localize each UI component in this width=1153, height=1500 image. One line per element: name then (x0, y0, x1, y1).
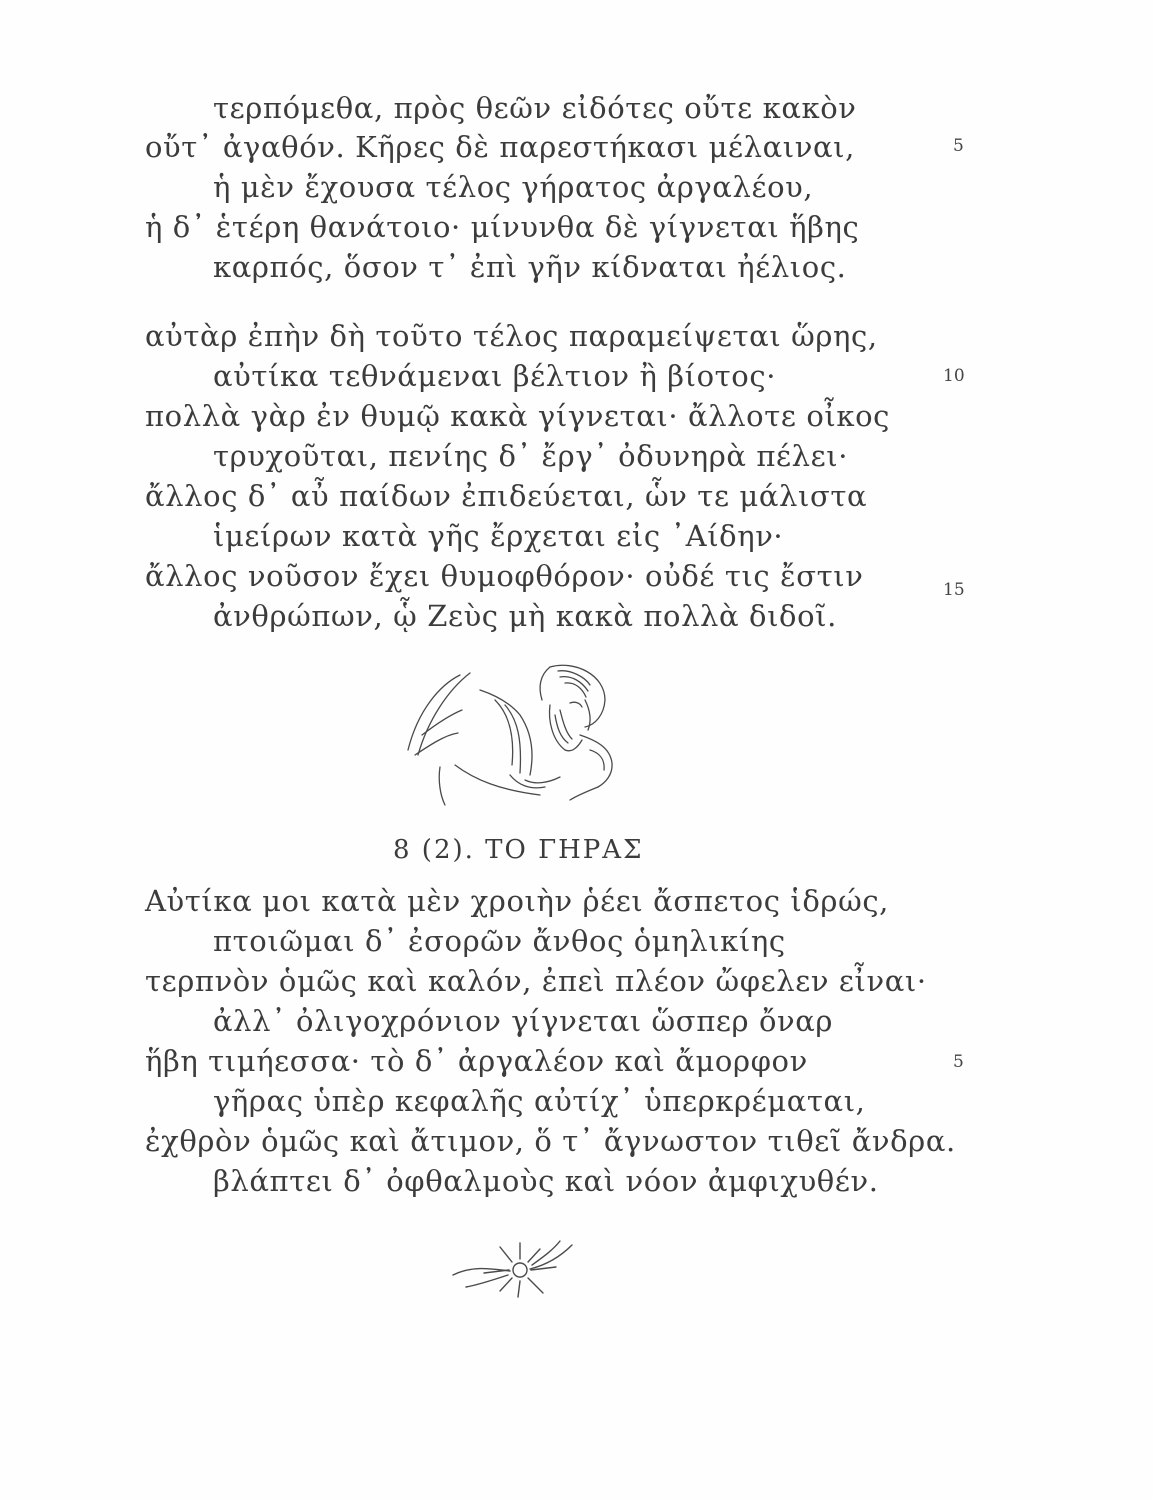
verse-line: βλάπτει δ᾽ ὀφθαλμοὺς καὶ νόον ἀμφιχυθέν. (213, 1164, 879, 1198)
verse-line: ἱμείρων κατὰ γῆς ἔρχεται εἰς ᾿Αίδην· (213, 519, 784, 553)
verse-line: ἄλλος νοῦσον ἔχει θυμοφθόρον· οὐδέ τις ἔστιν (145, 559, 864, 593)
verse-line: τρυχοῦται, πενίης δ᾽ ἔργ᾽ ὀδυνηρὰ πέλει· (213, 439, 849, 473)
verse-line: καρπός, ὅσον τ᾽ ἐπὶ γῆν κίδναται ἠέλιος. (213, 250, 847, 284)
line-number: 15 (943, 580, 965, 600)
verse-line: οὔτ᾽ ἀγαθόν. Κῆρες δὲ παρεστήκασι μέλαιναι, (145, 130, 855, 164)
seated-old-man-drawing-icon (400, 655, 620, 815)
verse-line: αὐτίκα τεθνάμεναι βέλτιον ἢ βίοτος· (213, 359, 777, 393)
verse-line: τερπόμεθα, πρὸς θεῶν εἰδότες οὔτε κακὸν (213, 91, 857, 125)
verse-line: ἡ μὲν ἔχουσα τέλος γήρατος ἀργαλέου, (213, 170, 814, 204)
line-number: 5 (953, 136, 964, 156)
verse-line: πτοιῶμαι δ᾽ ἐσορῶν ἄνθος ὁμηλικίης (213, 924, 786, 958)
verse-line: πολλὰ γὰρ ἐν θυμῷ κακὰ γίγνεται· ἄλλοτε οἶκος (145, 399, 890, 433)
line-number: 5 (953, 1052, 964, 1072)
verse-line: ἥβη τιμήεσσα· τὸ δ᾽ ἀργαλέον καὶ ἄμορφον (145, 1044, 808, 1078)
verse-line: γῆρας ὑπὲρ κεφαλῆς αὐτίχ᾽ ὑπερκρέμαται, (213, 1084, 866, 1118)
verse-line: ἀλλ᾽ ὀλιγοχρόνιον γίγνεται ὥσπερ ὄναρ (213, 1004, 834, 1038)
sun-ornament-icon (448, 1235, 578, 1305)
verse-line: ἄλλος δ᾽ αὖ παίδων ἐπιδεύεται, ὧν τε μάλιστα (145, 479, 868, 513)
verse-line: ἡ δ᾽ ἑτέρη θανάτοιο· μίνυνθα δὲ γίγνεται ἥβης (145, 210, 860, 244)
line-number: 10 (943, 366, 965, 386)
verse-line: ἀνθρώπων, ᾧ Ζεὺς μὴ κακὰ πολλὰ διδοῖ. (213, 599, 837, 633)
poem-heading: 8 (2). ΤΟ ΓΗΡΑΣ (393, 835, 644, 865)
verse-line: αὐτὰρ ἐπὴν δὴ τοῦτο τέλος παραμείψεται ὥρης, (145, 319, 878, 353)
verse-line: ἐχθρὸν ὁμῶς καὶ ἄτιμον, ὅ τ᾽ ἄγνωστον τιθεῖ ἄνδρα. (145, 1124, 956, 1158)
verse-line: Αὐτίκα μοι κατὰ μὲν χροιὴν ῥέει ἄσπετος ἱδρώς, (145, 884, 889, 918)
verse-line: τερπνὸν ὁμῶς καὶ καλόν, ἐπεὶ πλέον ὤφελεν εἶναι· (145, 964, 927, 998)
